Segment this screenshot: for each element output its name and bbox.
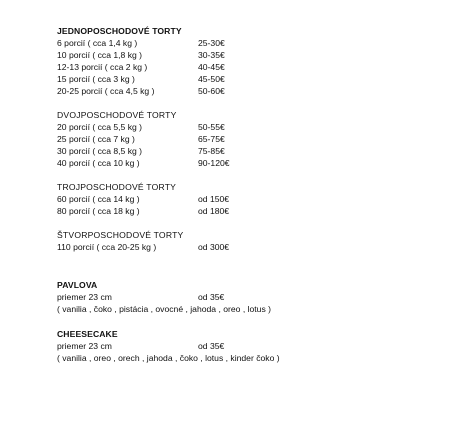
- price-value: 50-55€: [198, 122, 225, 133]
- price-value: od 180€: [198, 206, 230, 217]
- portion-label: 10 porcií ( cca 1,8 kg ): [57, 50, 143, 61]
- price-row: [57, 205, 357, 217]
- portion-label: 110 porcií ( cca 20-25 kg ): [57, 242, 157, 253]
- pavlova-flavors: ( vanilia , čoko , pistácia , ovocné , jahoda , oreo , lotus ): [57, 304, 272, 315]
- price-value: 40-45€: [198, 62, 225, 73]
- price-row: [57, 145, 357, 157]
- section-heading: TROJPOSCHODOVÉ TORTY: [57, 182, 177, 192]
- portion-label: 80 porcií ( cca 18 kg ): [57, 206, 140, 217]
- price-value: 30-35€: [198, 50, 225, 61]
- price-row: [57, 37, 357, 49]
- price-row: [57, 73, 357, 85]
- pavlova-heading: PAVLOVA: [57, 280, 98, 290]
- cheesecake-flavors: ( vanilia , oreo , orech , jahoda , čoko , lotus , kinder čoko ): [57, 353, 280, 364]
- price-value: 50-60€: [198, 86, 225, 97]
- price-value: 25-30€: [198, 38, 225, 49]
- section-heading: JEDNOPOSCHODOVÉ TORTY: [57, 26, 182, 36]
- price-row: [57, 241, 357, 253]
- cheesecake-section: [57, 328, 387, 365]
- portion-label: 30 porcií ( cca 8,5 kg ): [57, 146, 143, 157]
- price-value: od 150€: [198, 194, 230, 205]
- price-row: [57, 121, 357, 133]
- portion-label: 20-25 porcií ( cca 4,5 kg ): [57, 86, 155, 97]
- portion-label: 12-13 porcií ( cca 2 kg ): [57, 62, 148, 73]
- three-tier-cakes-section: [57, 181, 357, 217]
- price-value: 90-120€: [198, 158, 230, 169]
- portion-label: 15 porcií ( cca 3 kg ): [57, 74, 135, 85]
- price-row: [57, 133, 357, 145]
- price-row: [57, 61, 357, 73]
- section-heading: ŠTVORPOSCHODOVÉ TORTY: [57, 230, 184, 240]
- price-value: 65-75€: [198, 134, 225, 145]
- cheesecake-size-row: [57, 340, 387, 352]
- cheesecake-price: od 35€: [198, 341, 225, 352]
- four-tier-cakes-section: [57, 229, 357, 253]
- pavlova-size-row: [57, 291, 387, 303]
- price-row: [57, 85, 357, 97]
- pavlova-price: od 35€: [198, 292, 225, 303]
- pavlova-section: [57, 279, 387, 316]
- section-heading: DVOJPOSCHODOVÉ TORTY: [57, 110, 177, 120]
- portion-label: 60 porcií ( cca 14 kg ): [57, 194, 140, 205]
- price-row: [57, 193, 357, 205]
- price-value: od 300€: [198, 242, 230, 253]
- pavlova-size: priemer 23 cm: [57, 292, 112, 303]
- portion-label: 40 porcií ( cca 10 kg ): [57, 158, 140, 169]
- cheesecake-heading: CHEESECAKE: [57, 329, 118, 339]
- price-row: [57, 49, 357, 61]
- cheesecake-size: priemer 23 cm: [57, 341, 112, 352]
- price-value: 45-50€: [198, 74, 225, 85]
- two-tier-cakes-section: [57, 109, 357, 169]
- portion-label: 6 porcií ( cca 1,4 kg ): [57, 38, 138, 49]
- portion-label: 25 porcií ( cca 7 kg ): [57, 134, 135, 145]
- single-tier-cakes-section: [57, 25, 357, 98]
- price-value: 75-85€: [198, 146, 225, 157]
- price-row: [57, 157, 357, 169]
- portion-label: 20 porcií ( cca 5,5 kg ): [57, 122, 143, 133]
